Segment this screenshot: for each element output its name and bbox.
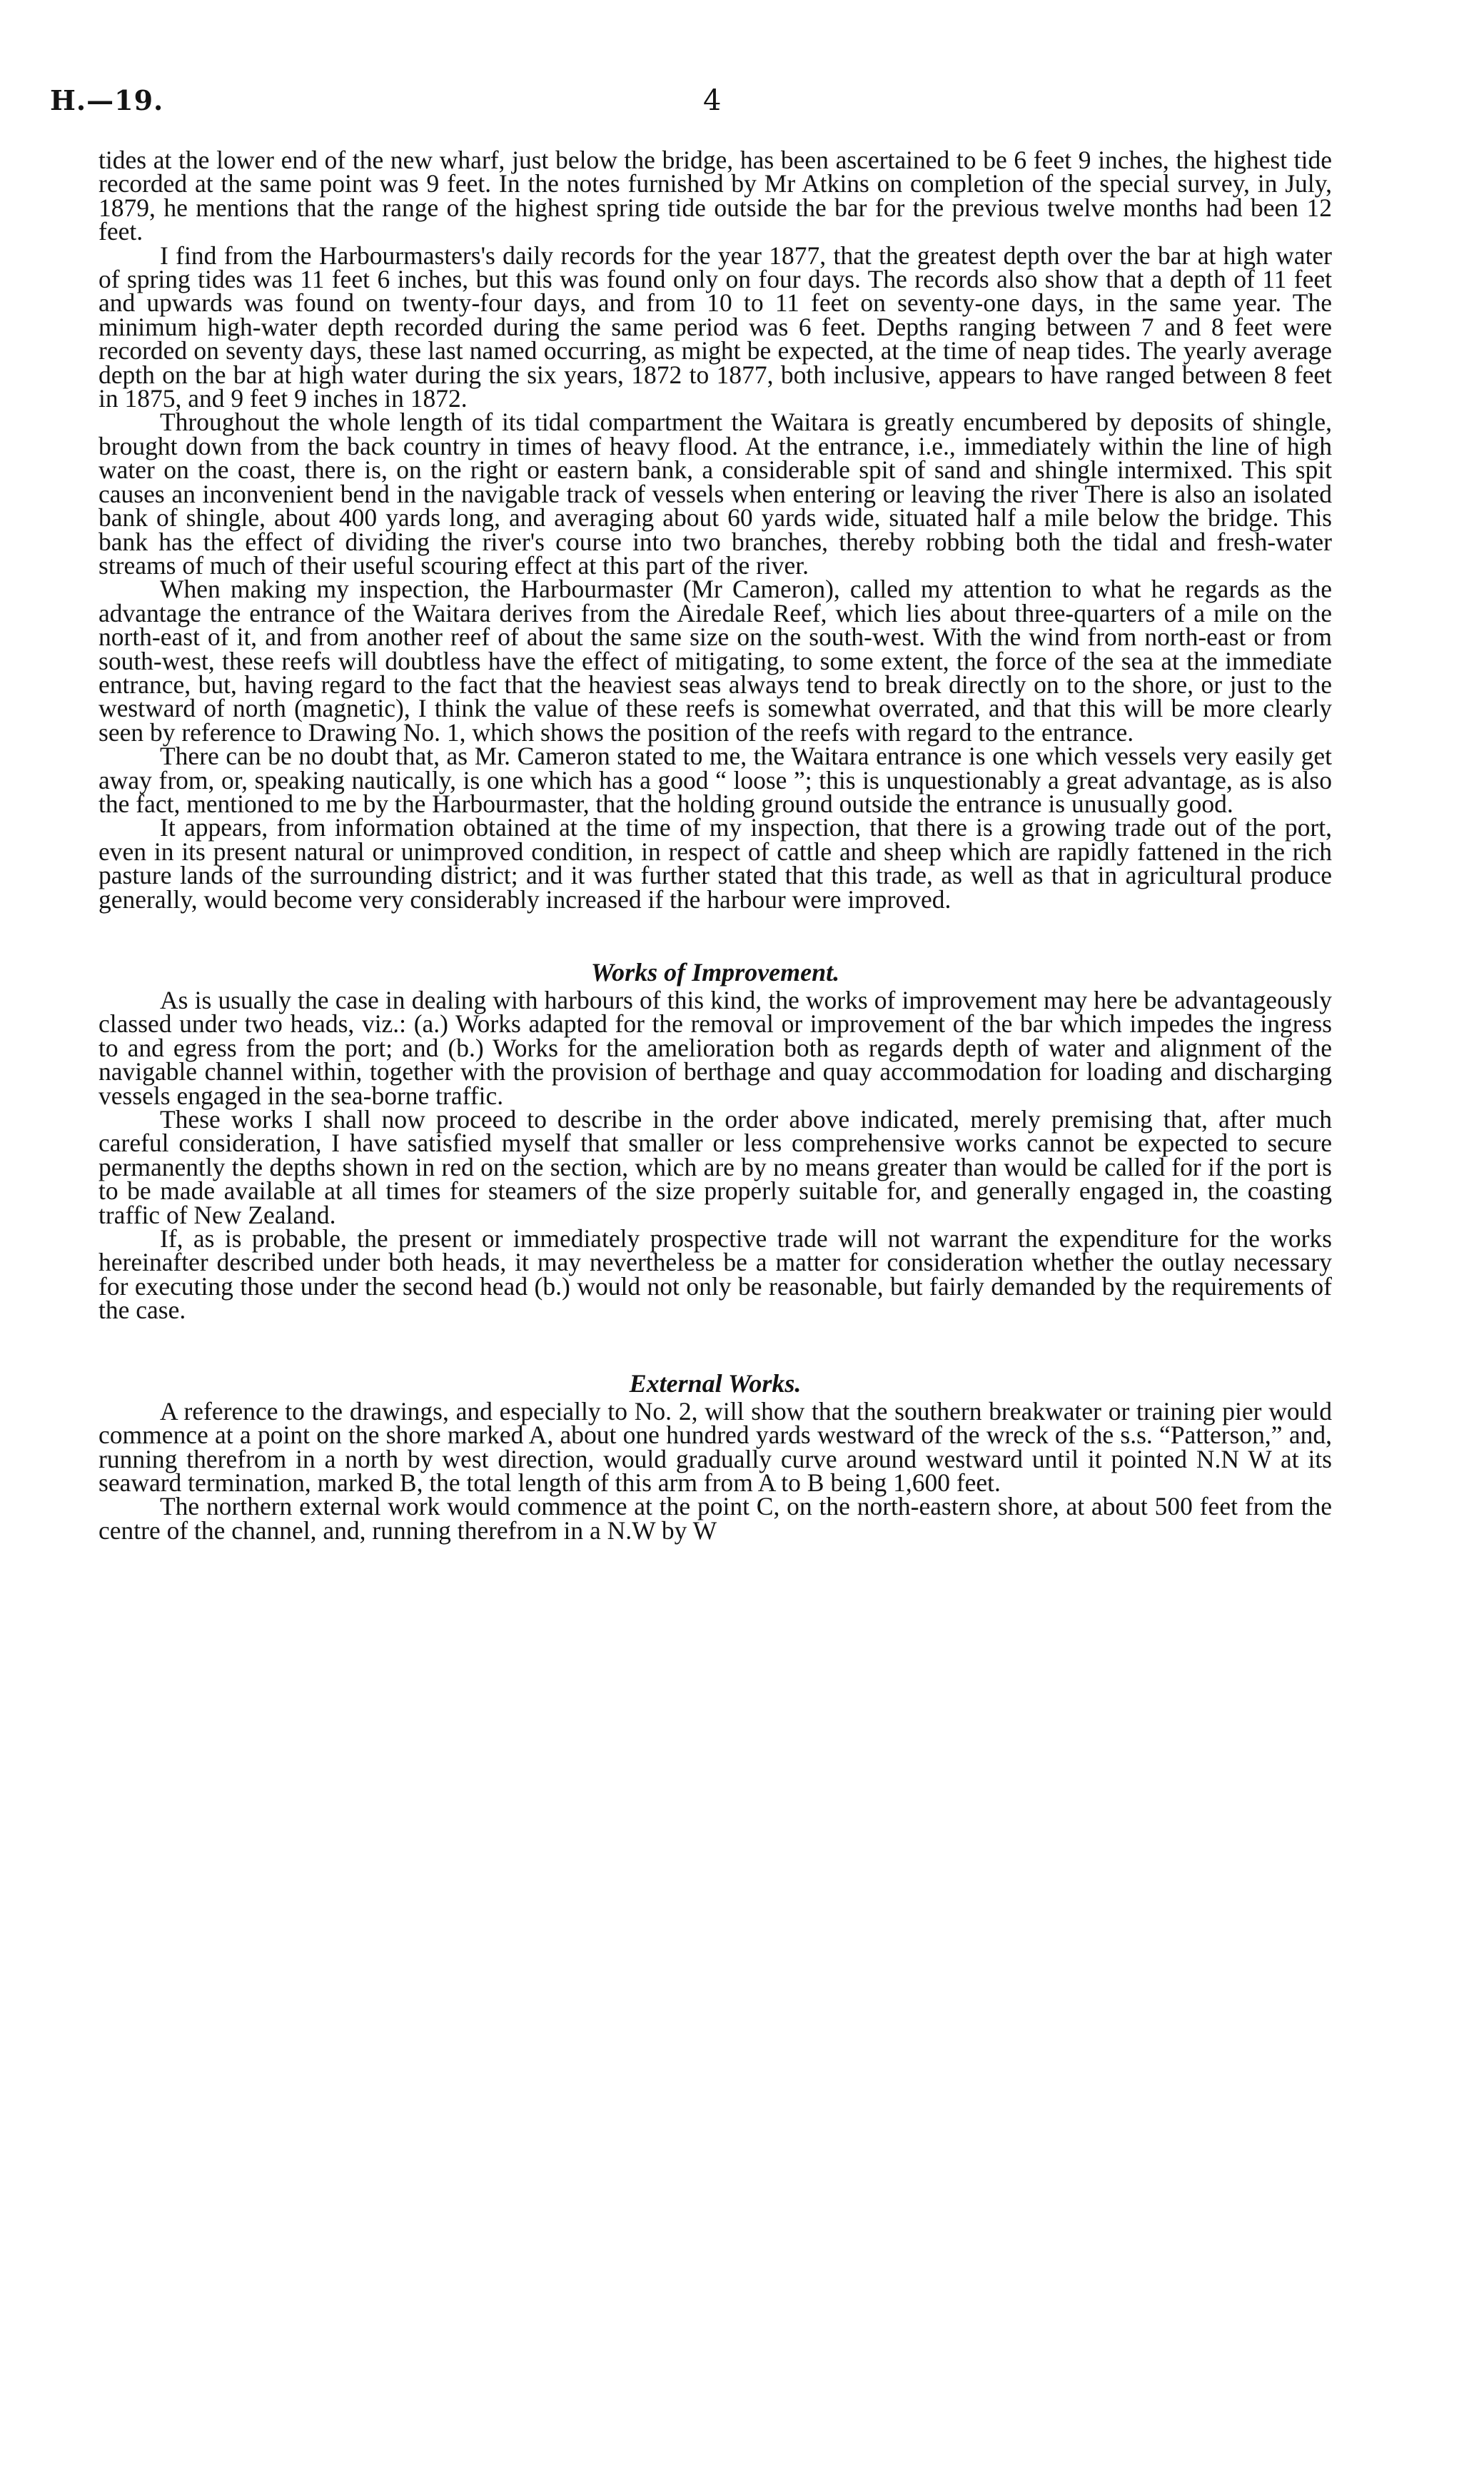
paragraph: A reference to the drawings, and especially to No. 2, will show that the southern breakwater or training pier would commence at a point on the shore marked A, about one hundred yards westward of the wreck of the s.s. “Patterson,” and, running therefrom in a north by west direction, would gradually curve around westward until it pointed N.N W at its seaward termination, marked B, the total length of this arm from A to B being 1,600 feet. <box>99 1396 1332 1497</box>
paragraph: There can be no doubt that, as Mr. Cameron stated to me, the Waitara entrance is one which vessels very easily get away from, or, speaking nautically, is one which has a good “ loose ”; this is unquestionably a great advantage, as is also the fact, mentioned to me by the Harbourmaster, that the holding ground outside the entrance is unusually good. <box>99 742 1332 818</box>
paragraph: When making my inspection, the Harbourmaster (Mr Cameron), called my attention to what he regards as the advantage the entrance of the Waitara derives from the Airedale Reef, which lies about three-quarters of a mile on the north-east of it, and from another reef of about the same size on the south-west. With the wind from north-east or from south-west, these reefs will doubtless have the effect of mitigating, to some extent, the force of the sea at the immediate entrance, but, having regard to the fact that the heaviest seas always tend to break directly on to the shore, or just to the westward of north (magnetic), I think the value of these reefs is somewhat overrated, and that this will be more clearly seen by reference to Drawing No. 1, which shows the position of the reefs with regard to the entrance. <box>99 575 1332 747</box>
page-number: 4 <box>703 84 722 117</box>
paragraph: tides at the lower end of the new wharf, just below the bridge, has been ascertained to be 6 feet 9 inches, the highest tide recorded at the same point was 9 feet. In the notes furnished by Mr Atkins on completion of the special survey, in July, 1879, he mentions that the range of the highest spring tide outside the bar for the previous twelve months had been 12 feet. <box>99 146 1332 246</box>
section-heading-works-of-improvement: Works of Improvement. <box>590 958 840 987</box>
paragraph: It appears, from information obtained at the time of my inspection, that there is a growing trade out of the port, even in its present natural or unimproved condition, in respect of cattle and sheep which are rapidly fattened in the rich pasture lands of the surrounding district; and it was further stated that this trade, as well as that in agricultural produce generally, would become very considerably increased if the harbour were improved. <box>99 813 1332 914</box>
paragraph: I find from the Harbourmasters's daily records for the year 1877, that the greatest depth over the bar at high water of spring tides was 11 feet 6 inches, but this was found only on four days. The records also show that a depth of 11 feet and upwards was found on twenty-four days, and from 10 to 11 feet on seventy-one days, in the same year. The minimum high-water depth recorded during the same period was 6 feet. Depths ranging between 7 and 8 feet were recorded on seventy days, these last named occurring, as might be expected, at the time of neap tides. The yearly average depth on the bar at high water during the six years, 1872 to 1877, both inclusive, appears to have ranged between 8 feet in 1875, and 9 feet 9 inches in 1872. <box>99 241 1332 413</box>
paragraph: These works I shall now proceed to describe in the order above indicated, merely premising that, after much careful consideration, I have satisfied myself that smaller or less comprehensive works cannot be expected to secure permanently the depths shown in red on the section, which are by no means greater than would be called for if the port is to be made available at all times for steamers of the size properly suitable for, and generally engaged in, the coasting traffic of New Zealand. <box>99 1105 1332 1229</box>
section-heading-external-works: External Works. <box>629 1368 802 1398</box>
body-text <box>99 148 1332 1543</box>
paragraph: As is usually the case in dealing with harbours of this kind, the works of improvement may here be advantageously classed under two heads, viz.: (a.) Works adapted for the removal or improvement of the bar which impedes the ingress to and egress from the port; and (b.) Works for the amelioration both as regards depth of water and alignment of the navigable channel within, together with the provision of berthage and quay accommodation for loading and discharging vessels engaged in the sea-borne traffic. <box>99 986 1332 1110</box>
paragraph: Throughout the whole length of its tidal compartment the Waitara is greatly encumbered by deposits of shingle, brought down from the back country in times of heavy flood. At the entrance, i.e., immediately within the line of high water on the coast, there is, on the right or eastern bank, a considerable spit of sand and shingle intermixed. This spit causes an inconvenient bend in the navigable track of vessels when entering or leaving the river There is also an isolated bank of shingle, about 400 yards long, and averaging about 60 yards wide, situated half a mile below the bridge. This bank has the effect of dividing the river's course into two branches, thereby robbing both the tidal and fresh-water streams of much of their useful scouring effect at this part of the river. <box>99 408 1332 580</box>
paragraph: If, as is probable, the present or immediately prospective trade will not warrant the expenditure for the works hereinafter described under both heads, it may nevertheless be a matter for consideration whether the outlay necessary for executing those under the second head (b.) would not only be reasonable, but fairly demanded by the requirements of the case. <box>99 1224 1332 1325</box>
document-id: H.—19. <box>50 84 164 116</box>
paragraph: The northern external work would commence at the point C, on the north-eastern shore, at about 500 feet from the centre of the channel, and, running therefrom in a N.W by W <box>99 1492 1332 1545</box>
page-header <box>50 84 1335 127</box>
